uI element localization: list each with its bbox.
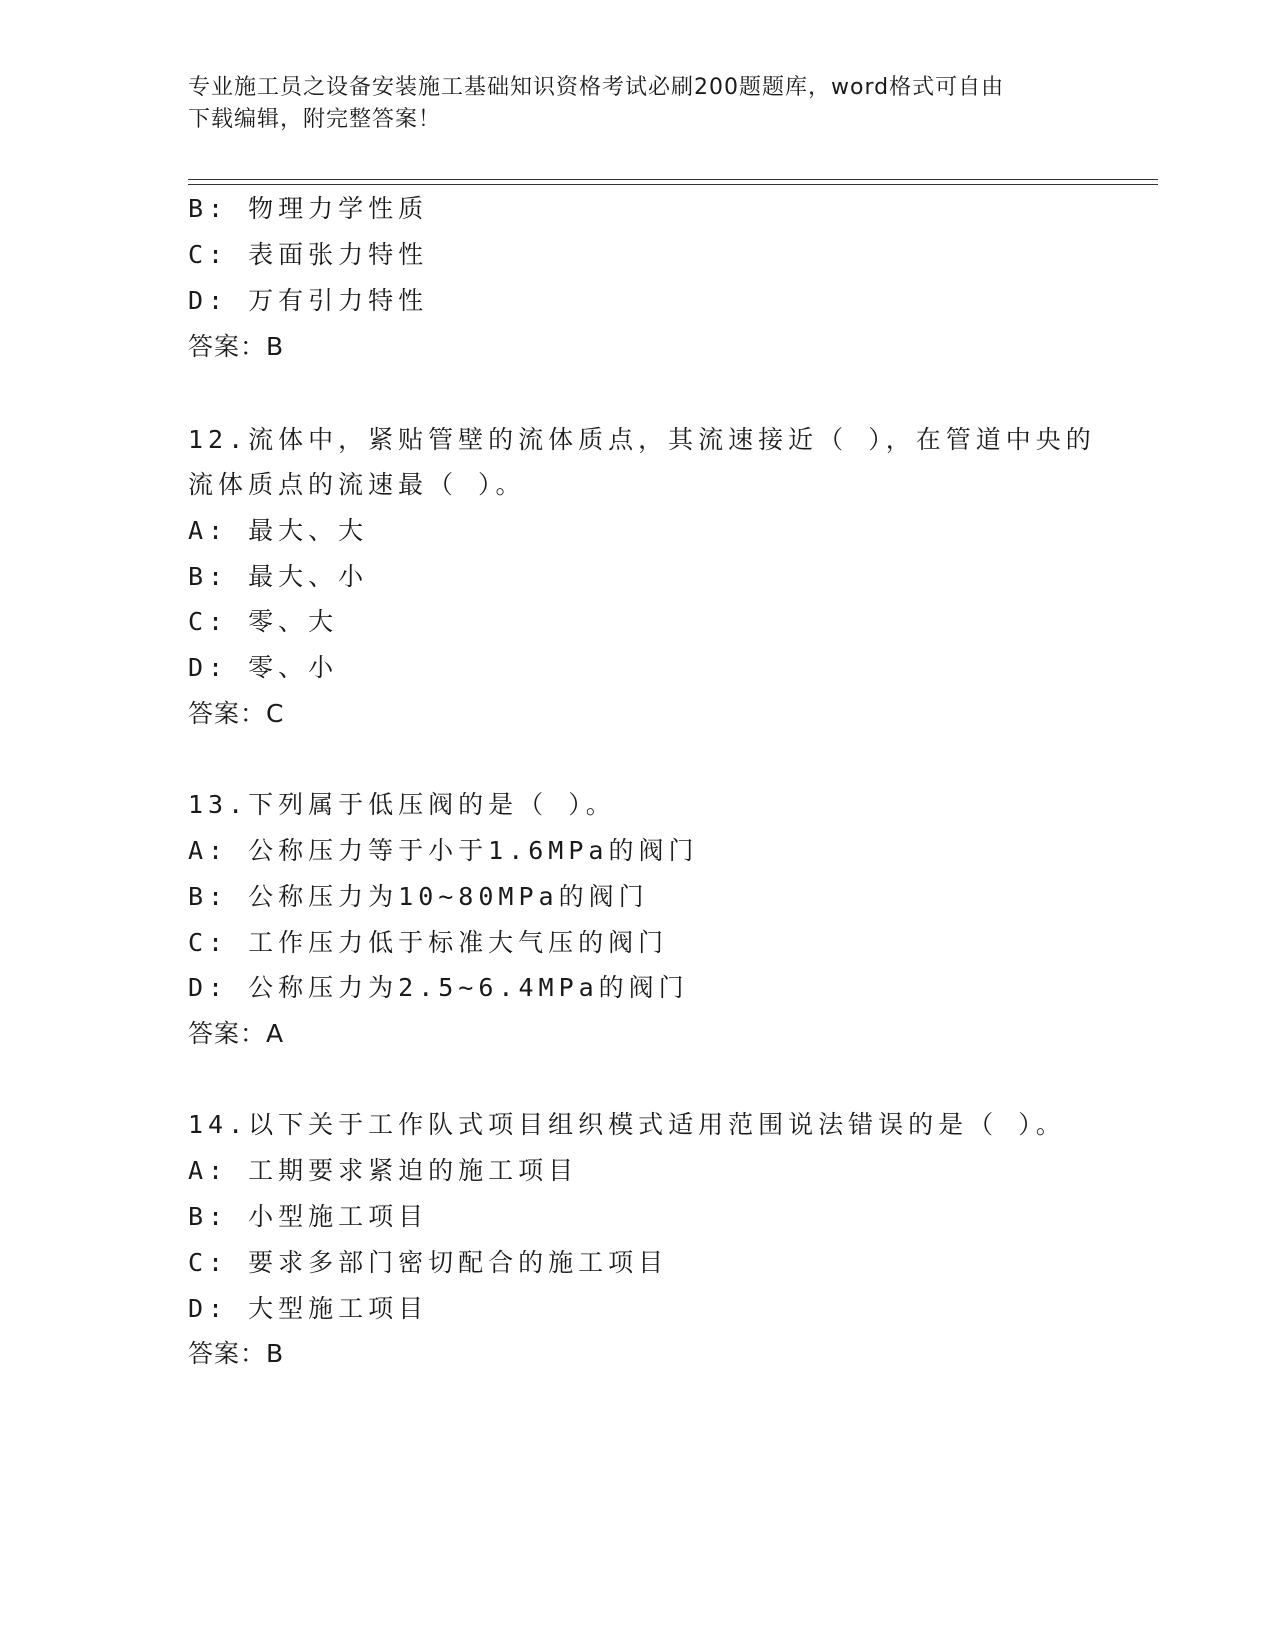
q11-option-b: B: 物理力学性质 bbox=[188, 194, 429, 223]
header-line-2: 下载编辑，附完整答案！ bbox=[188, 107, 442, 132]
q13-answer: 答案：A bbox=[188, 1019, 285, 1048]
q12-option-d: D: 零、小 bbox=[188, 653, 339, 682]
q13-option-d: D: 公称压力为2.5~6.4MPa的阀门 bbox=[188, 973, 689, 1002]
q12-stem-line-2: 流体质点的流速最（ ）。 bbox=[188, 470, 526, 499]
q14-option-b: B: 小型施工项目 bbox=[188, 1202, 429, 1231]
document-header bbox=[188, 72, 1088, 136]
q14-option-a: A: 工期要求紧迫的施工项目 bbox=[188, 1156, 579, 1185]
q11-answer: 答案：B bbox=[188, 332, 285, 361]
q14-answer: 答案：B bbox=[188, 1339, 285, 1368]
q13-stem: 13.下列属于低压阀的是（ ）。 bbox=[188, 790, 616, 819]
header-rule-top bbox=[188, 179, 1158, 180]
q11-option-c: C: 表面张力特性 bbox=[188, 240, 429, 269]
header-rule-bottom bbox=[188, 184, 1158, 185]
q13-option-c: C: 工作压力低于标准大气压的阀门 bbox=[188, 928, 669, 957]
q13-option-b: B: 公称压力为10~80MPa的阀门 bbox=[188, 882, 649, 911]
q11-option-d: D: 万有引力特性 bbox=[188, 286, 429, 315]
q14-option-d: D: 大型施工项目 bbox=[188, 1294, 429, 1323]
q12-answer: 答案：C bbox=[188, 699, 285, 728]
q14-stem: 14.以下关于工作队式项目组织模式适用范围说法错误的是（ ）。 bbox=[188, 1110, 1066, 1139]
q12-stem-line-1: 12.流体中，紧贴管壁的流体质点，其流速接近（ ），在管道中央的 bbox=[188, 425, 1096, 454]
header-line-1: 专业施工员之设备安装施工基础知识资格考试必刷200题题库，word格式可自由 bbox=[188, 75, 1005, 100]
q14-option-c: C: 要求多部门密切配合的施工项目 bbox=[188, 1248, 669, 1277]
q12-option-c: C: 零、大 bbox=[188, 607, 339, 636]
q13-option-a: A: 公称压力等于小于1.6MPa的阀门 bbox=[188, 836, 699, 865]
q12-option-b: B: 最大、小 bbox=[188, 562, 369, 591]
q12-option-a: A: 最大、大 bbox=[188, 516, 369, 545]
